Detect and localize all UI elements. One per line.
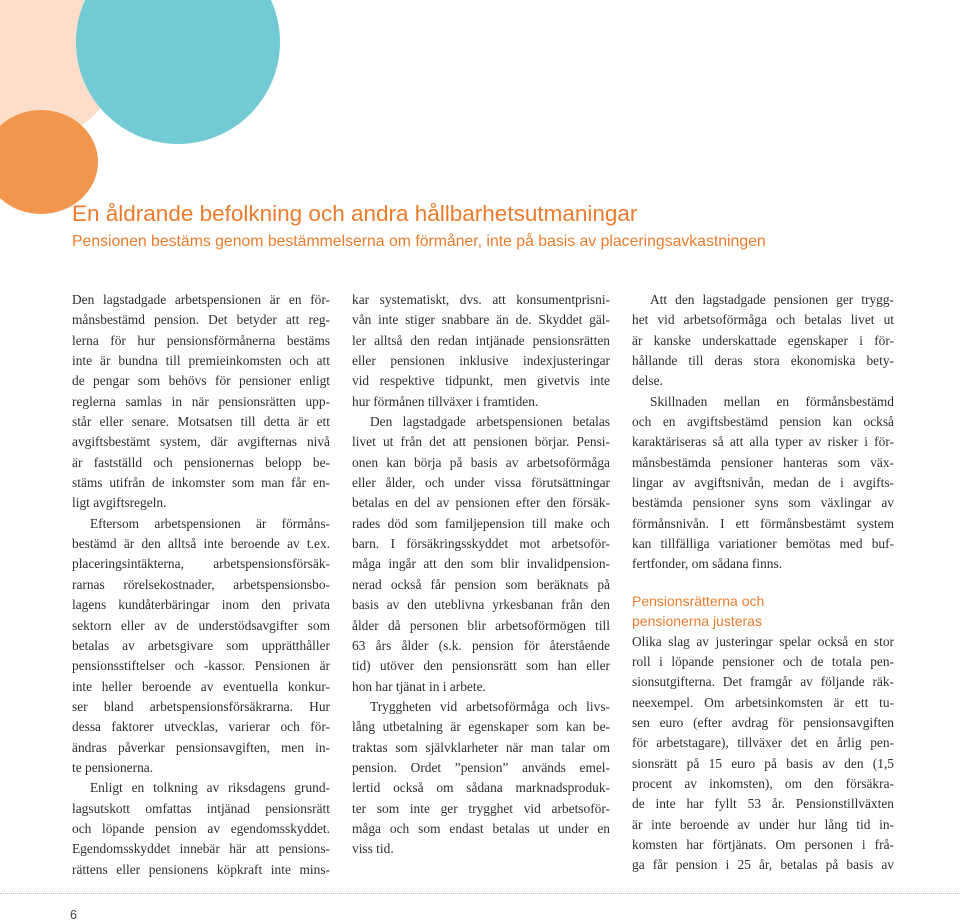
page-title: En åldrande befolkning och andra hållbarhetsutmaningar — [72, 201, 638, 226]
text-line: inte är bundna till premieinkomsten och att — [72, 353, 330, 369]
text-line: hon har tjänat in i arbete. — [352, 678, 486, 694]
text-line: Olika slag av justeringar spelar också en stor — [632, 633, 894, 649]
page-subtitle: Pensionen bestäms genom bestämmelserna om förmåner, inte på basis av placeringsavkastningen — [72, 233, 766, 250]
text-line: står eller senare. Motsatsen till detta är ett — [72, 414, 330, 430]
text-line: lagens kundåterbäringar inom den privata — [72, 597, 330, 613]
text-line: lagsutskott omfattas intjänad pensionsrätt — [72, 800, 330, 816]
text-line: hur förmånen tillväxer i framtiden. — [352, 393, 539, 409]
text-line: rades död som familjepension till make och — [352, 515, 610, 531]
text-line: Att den lagstadgade pensionen ger trygg- — [650, 292, 894, 307]
text-line: måga och som endast betalas ut under en — [352, 820, 610, 836]
footer-divider — [0, 893, 960, 894]
text-line: ålder då personen blir arbetsoförmögen till — [352, 617, 610, 633]
text-column-2 — [352, 290, 610, 860]
text-line: ändras påverkar pensionsavgiften, men in- — [72, 739, 330, 755]
text-line: kan tillfälliga variationer bemötas med buf- — [632, 536, 894, 552]
text-line: 63 års ålder (s.k. pension för återstående — [352, 637, 610, 653]
text-line: viss tid. — [352, 841, 394, 857]
text-line: pensionsstiftelser och -kassor. Pensionen är — [72, 658, 330, 674]
text-line: kar systematiskt, dvs. att konsumentprisni- — [352, 292, 610, 307]
text-line: placeringsintäkterna, arbetspensionsförsäk- — [72, 556, 330, 572]
text-line: roll i löpande pensioner och de totala pen- — [632, 653, 894, 669]
text-line: komsten har förtjänats. Om personen i frå- — [632, 836, 894, 852]
text-line: Tryggheten vid arbetsoförmåga och livs- — [370, 698, 610, 714]
text-line: basis av den uteblivna yrkesbanan från den — [352, 597, 610, 613]
text-line: måga ingår att den som blir invalidpension- — [352, 556, 610, 572]
text-line: delse. — [632, 373, 663, 389]
text-line: och en avgiftsbestämd pension kan också — [632, 414, 894, 430]
text-line: fertfonder, om sådana finns. — [632, 556, 783, 572]
text-line: Eftersom arbetspensionen är förmåns- — [90, 515, 330, 531]
text-column-3 — [632, 290, 894, 876]
text-line: är fastställd och pensionernas belopp be- — [72, 454, 330, 470]
text-line: lerna för hur pensionsförmånerna bestäms — [72, 332, 330, 348]
text-line: förmånsnivån. I ett förmånsbestämt system — [632, 515, 894, 531]
text-line: eller pensionen inklusive indexjusteringar — [352, 353, 610, 369]
text-line: eller ålder, och under vissa förutsättningar — [352, 475, 610, 491]
text-line: vån inte stiger snabbare än de. Skyddet gäl- — [352, 312, 610, 328]
text-line: ga får pension i 25 år, betalas på basis av — [632, 857, 894, 873]
text-line: lång utbetalning är egenskaper som kan be- — [352, 719, 610, 735]
text-line: de pengar som behövs för pensioner enligt — [72, 373, 330, 389]
text-line: livet ut från det att pensionen börjar. Pensi- — [352, 434, 610, 450]
text-line: procent av inkomsten), om den försäkra- — [632, 775, 894, 791]
text-line: lingar av avgiftsnivån, medan de i avgifts- — [632, 475, 894, 491]
text-line: het vid arbetsoförmåga och betalas livet ut — [632, 312, 894, 328]
text-line: är kanske underskattade egenskaper i för- — [632, 332, 894, 348]
text-line: för arbetstagare), tillväxer det en årlig pen- — [632, 735, 894, 751]
text-line: rarnas rörelsekostnader, arbetspensionsbo- — [72, 576, 330, 592]
decorative-circle-orange — [0, 110, 98, 214]
text-line: sen euro (efter avdrag för pensionsavgiften — [632, 714, 894, 730]
text-line: avgiftsbestämt system, där avgifternas nivå — [72, 434, 330, 450]
text-line: Egendomsskyddet innebär här att pensions- — [72, 841, 330, 857]
text-line: sektorn eller av de understödsavgifter som — [72, 617, 330, 633]
text-line: ligt avgiftsregeln. — [72, 495, 167, 511]
text-line: månsbestämda pensioner hanteras som väx- — [632, 454, 894, 470]
text-line: sionsutgifterna. Det framgår av följande räk- — [632, 674, 894, 690]
text-line: rättens eller pensionens köpkraft inte mins- — [72, 861, 330, 877]
text-line: är inte beroende av under hur lång tid in- — [632, 816, 894, 832]
text-line: stäms utifrån de inkomster som man får en- — [72, 475, 330, 491]
text-line: pension. Ordet ”pension” används emel- — [352, 759, 610, 775]
text-line: Skillnaden mellan en förmånsbestämd — [650, 393, 894, 409]
text-line: te pensionerna. — [72, 759, 154, 775]
text-line: de inte har fyllt 53 år. Pensionstillväxten — [632, 796, 894, 812]
text-line: reglerna samlas in när pensionsrätten upp- — [72, 393, 330, 409]
text-line: ter som inte ger trygghet vid arbetsoför- — [352, 800, 610, 816]
text-line: tid) utöver den pensionsrätt som han eller — [352, 658, 610, 674]
text-line: vid respektive tidpunkt, men givetvis inte — [352, 373, 610, 389]
text-line: onen kan börja på basis av arbetsoförmåga — [352, 454, 610, 470]
text-line: neexempel. Om arbetsinkomsten är ett tu- — [632, 694, 894, 710]
text-line: karaktäriseras så att alla typer av risker i för- — [632, 434, 894, 450]
page-number: 6 — [70, 908, 77, 922]
text-line: betalas en del av pensionen efter den försäk- — [352, 495, 610, 511]
text-line: nerad också får pension som beräknats på — [352, 576, 610, 592]
section-heading-line: pensionerna justeras — [632, 613, 762, 630]
section-gap — [632, 575, 894, 591]
text-line: lertid också om sådana marknadsproduk- — [352, 780, 610, 796]
text-line: ler alltså den redan intjänade pensionsrätten — [352, 332, 610, 348]
text-line: bestämda pensioner syns som växlingar av — [632, 495, 894, 511]
text-line: Den lagstadgade arbetspensionen är en för- — [72, 292, 330, 307]
section-heading-line: Pensionsrätterna och — [632, 592, 765, 609]
text-line: hållande till deras stora ekonomiska bety- — [632, 353, 894, 369]
text-line: betalas av arbetsgivare som upprätthåller — [72, 637, 330, 653]
decorative-circle-teal — [76, 0, 280, 144]
text-line: ser bland arbetspensionsförsäkrarna. Hur — [72, 698, 330, 714]
text-line: Enligt en tolkning av riksdagens grund- — [90, 780, 330, 796]
text-line: inte heller beroende av eventuella konkur- — [72, 678, 330, 694]
text-line: traktas som självklarheter när man talar om — [352, 739, 610, 755]
text-line: sionsrätt på 15 euro på basis av den (1,5 — [632, 755, 894, 771]
text-column-1 — [72, 290, 330, 880]
text-line: dessa faktorer utvecklas, varierar och för- — [72, 719, 330, 735]
text-line: Den lagstadgade arbetspensionen betalas — [370, 414, 610, 430]
text-line: månsbestämd pension. Det betyder att reg- — [72, 312, 330, 328]
text-line: barn. I försäkringsskyddet mot arbetsoför- — [352, 536, 610, 552]
text-line: och löpande pension av egendomsskyddet. — [72, 820, 330, 836]
text-line: bestämd är den alltså inte beroende av t.ex. — [72, 536, 330, 552]
